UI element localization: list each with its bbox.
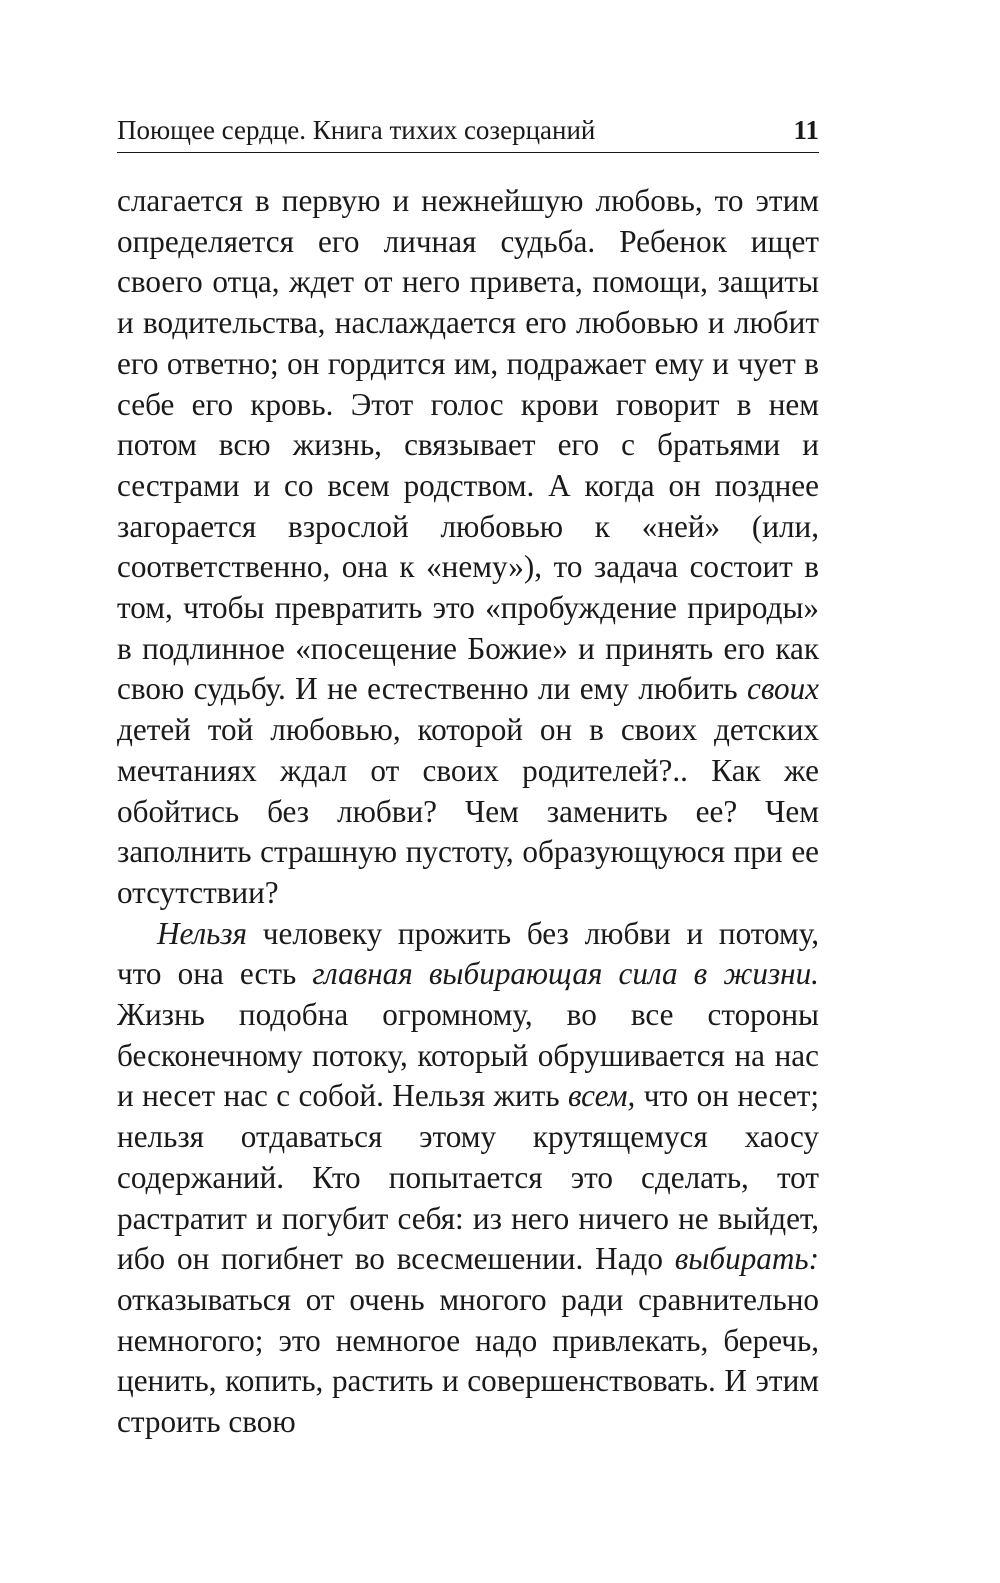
- page-number: 11: [793, 115, 819, 145]
- text-segment: человеку прожить без любви и потому, что она есть: [117, 915, 819, 992]
- italic-emphasis: своих: [747, 671, 819, 707]
- running-header: [117, 112, 819, 153]
- text-segment: Жизнь подобна огромному, во все стороны бесконечному потоку, который обрушивается на нас и несет нас с собой. Нельзя жить: [117, 997, 819, 1114]
- text-segment: отказываться от очень многого ради сравнительно немногого; это немногое надо привлекать, беречь, ценить, копить, растить и совершенствовать. И этим строить свою: [117, 1281, 819, 1440]
- running-header-title: Поющее сердце. Книга тихих созерцаний: [117, 115, 596, 145]
- paragraph-1: [117, 181, 819, 914]
- text-segment: детей той любовью, которой он в своих детских мечтаниях ждал от своих родителей?.. Как же обойтись без любви? Чем заменить ее? Чем заполнить страшную пустоту, образующуюся при ее отсутствии?: [117, 712, 819, 910]
- italic-emphasis: всем,: [568, 1078, 636, 1114]
- book-page: [117, 112, 819, 1443]
- italic-emphasis: Нельзя: [157, 915, 248, 951]
- italic-emphasis: главная выбирающая сила в жизни.: [312, 956, 819, 992]
- paragraph-2: [117, 914, 819, 1443]
- italic-emphasis: выбирать:: [674, 1241, 819, 1277]
- text-segment: что он несет; нельзя отдаваться этому крутящемуся хаосу содержаний. Кто попытается это сделать, тот растратит и погубит себя: из него ничего не выйдет, ибо он погибнет во всесмешении. Надо: [117, 1078, 819, 1277]
- text-segment: слагается в первую и нежнейшую любовь, то этим определяется его личная судьба. Ребенок ищет своего отца, ждет от него привета, помощи, защиты и водительства, наслаждается его любовью и любит его ответно; он гордится им, подражает ему и чует в себе его кровь. Этот голос крови говорит в нем потом всю жизнь, связывает его с братьями и сестрами и со всем родством. А когда он позднее загорается взрослой любовью к «ней» (или, соответственно, она к «нему»), то задача состоит в том, чтобы превратить это «пробуждение природы» в подлинное «посещение Божие» и принять его как свою судьбу. И не естественно ли ему любить: [117, 183, 819, 707]
- body-text: [117, 181, 819, 1443]
